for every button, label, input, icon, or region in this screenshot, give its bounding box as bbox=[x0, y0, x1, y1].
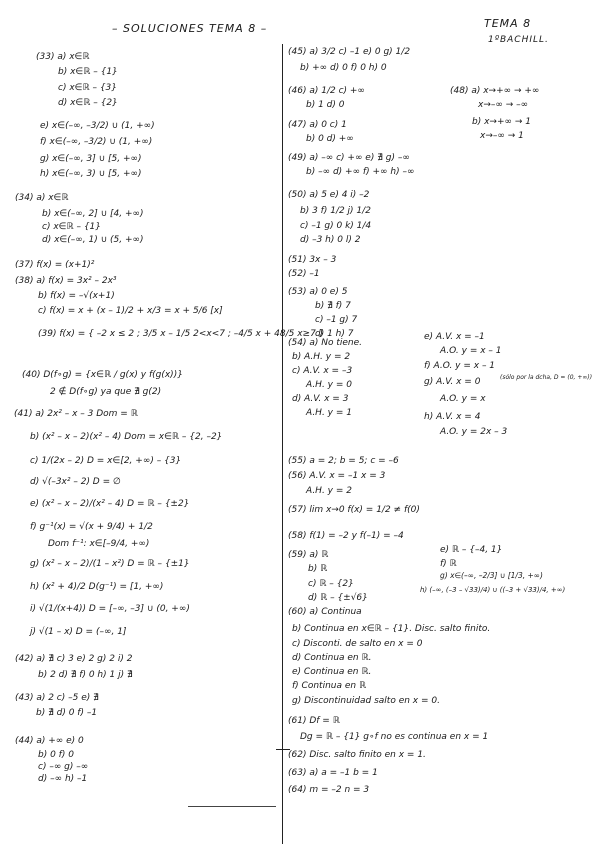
answer-line: b) x∈(–∞, 2] ∪ [4, +∞) bbox=[42, 209, 144, 219]
answer-line: (62) Disc. salto finito en x = 1. bbox=[288, 750, 426, 760]
answer-line: x→–∞ → –∞ bbox=[478, 100, 529, 110]
answer-line: (64) m = –2 n = 3 bbox=[288, 785, 370, 795]
answer-line: A.H. y = 0 bbox=[306, 380, 352, 390]
answer-line: b) 2 d) ∄ f) 0 h) 1 j) ∄ bbox=[38, 670, 133, 680]
answer-line: b) Continua en x∈ℝ – {1}. Disc. salto finito. bbox=[292, 624, 491, 634]
answer-line: b) (x² – x – 2)(x² – 4) Dom = x∈ℝ – {2, –2} bbox=[30, 432, 223, 442]
answer-line: A.O. y = x – 1 bbox=[440, 346, 502, 356]
answer-line: c) ℝ – {2} bbox=[308, 579, 354, 589]
answer-line: d) 1 h) 7 bbox=[315, 329, 354, 339]
answer-line: b) 3 f) 1/2 j) 1/2 bbox=[300, 206, 371, 216]
column-divider bbox=[282, 44, 283, 844]
answer-line: h) (x² + 4)/2 D(g⁻¹) = [1, +∞) bbox=[30, 582, 164, 592]
answer-line: b) 1 d) 0 bbox=[306, 100, 345, 110]
answer-line: Dg = ℝ – {1} g∘f no es continua en x = 1 bbox=[300, 732, 489, 742]
answer-line: d) –3 h) 0 l) 2 bbox=[300, 235, 361, 245]
answer-line: (56) A.V. x = –1 x = 3 bbox=[288, 471, 386, 481]
answer-line: A.O. y = x bbox=[440, 394, 486, 404]
answer-line: (53) a) 0 e) 5 bbox=[288, 287, 348, 297]
answer-line: b) ∄ f) 7 bbox=[315, 301, 351, 311]
answer-line: A.O. y = 2x – 3 bbox=[440, 427, 508, 437]
course-label: 1ºBACHILL. bbox=[488, 35, 549, 45]
answer-line: (48) a) x→+∞ → +∞ bbox=[450, 86, 540, 96]
answer-line: (45) a) 3/2 c) –1 e) 0 g) 1/2 bbox=[288, 47, 411, 57]
answer-line: g) (x² – x – 2)/(1 – x²) D = ℝ – {±1} bbox=[30, 559, 190, 569]
answer-line: (40) D(f∘g) = {x∈ℝ / g(x) y f(g(x))} bbox=[22, 370, 183, 380]
answer-line: (61) Df = ℝ bbox=[288, 716, 340, 726]
answer-line: (50) a) 5 e) 4 i) –2 bbox=[288, 190, 370, 200]
answer-line: c) –1 g) 0 k) 1/4 bbox=[300, 221, 372, 231]
answer-line: b) x∈ℝ – {1} bbox=[58, 67, 118, 77]
answer-line: d) –∞ h) –1 bbox=[38, 774, 88, 784]
answer-line: A.H. y = 2 bbox=[306, 486, 352, 496]
answer-line: (47) a) 0 c) 1 bbox=[288, 120, 347, 130]
answer-line: g) A.V. x = 0 bbox=[424, 377, 481, 387]
answer-line: (44) a) +∞ e) 0 bbox=[15, 736, 84, 746]
answer-line: f) A.O. y = x – 1 bbox=[424, 361, 496, 371]
answer-line: e) x∈(–∞, –3/2) ∪ (1, +∞) bbox=[40, 121, 155, 131]
answer-line: f) x∈(–∞, –3/2) ∪ (1, +∞) bbox=[40, 137, 153, 147]
answer-line: A.H. y = 1 bbox=[306, 408, 352, 418]
answer-line: c) –∞ g) –∞ bbox=[38, 762, 89, 772]
answer-line: 2 ∉ D(f∘g) ya que ∄ g(2) bbox=[50, 387, 162, 397]
answer-line: h) A.V. x = 4 bbox=[424, 412, 481, 422]
answer-line: c) 1/(2x – 2) D = x∈[2, +∞) – {3} bbox=[30, 456, 182, 466]
answer-line: (58) f(1) = –2 y f(–1) = –4 bbox=[288, 531, 404, 541]
answer-line: b) +∞ d) 0 f) 0 h) 0 bbox=[300, 63, 387, 73]
answer-line: e) Continua en ℝ. bbox=[292, 667, 372, 677]
answer-line: (49) a) –∞ c) +∞ e) ∄ g) –∞ bbox=[288, 153, 410, 163]
answer-line: b) ℝ bbox=[308, 564, 328, 574]
topic-label: TEMA 8 bbox=[484, 17, 532, 30]
answer-line: g) x∈(–∞, 3] ∪ [5, +∞) bbox=[40, 154, 142, 164]
answer-line: e) (x² – x – 2)/(x² – 4) D = ℝ – {±2} bbox=[30, 499, 190, 509]
answer-line: (52) –1 bbox=[288, 269, 320, 279]
answer-line: b) 0 f) 0 bbox=[38, 750, 74, 760]
answer-line: d) ℝ – {±√6} bbox=[308, 593, 368, 603]
answer-line: g) x∈(–∞, –2/3] ∪ [1/3, +∞) bbox=[440, 571, 543, 580]
answer-line: (42) a) ∄ c) 3 e) 2 g) 2 i) 2 bbox=[15, 654, 133, 664]
answer-line: d) A.V. x = 3 bbox=[292, 394, 349, 404]
answer-line: c) A.V. x = –3 bbox=[292, 366, 353, 376]
answer-line: b) –∞ d) +∞ f) +∞ h) –∞ bbox=[306, 167, 415, 177]
answer-line: d) Continua en ℝ. bbox=[292, 653, 372, 663]
answer-line: g) Discontinuidad salto en x = 0. bbox=[292, 696, 440, 706]
page-title: – SOLUCIONES TEMA 8 – bbox=[112, 22, 268, 35]
answer-line: (39) f(x) = { –2 x ≤ 2 ; 3/5 x – 1/5 2<x<7 ; –4/5 x + 48/5 x≥7 } bbox=[38, 329, 325, 339]
answer-line: d) x∈ℝ – {2} bbox=[58, 98, 118, 108]
answer-note: (sólo por la dcha, D = (0, +∞)) bbox=[500, 374, 593, 381]
answer-line: h) x∈(–∞, 3) ∪ [5, +∞) bbox=[40, 169, 142, 179]
answer-line: (46) a) 1/2 c) +∞ bbox=[288, 86, 365, 96]
answer-line: f) ℝ bbox=[440, 559, 457, 569]
answer-line: b) A.H. y = 2 bbox=[292, 352, 351, 362]
strike-mark bbox=[188, 806, 276, 807]
answer-line: j) √(1 – x) D = (–∞, 1] bbox=[30, 627, 127, 637]
answer-line: b) 0 d) +∞ bbox=[306, 134, 354, 144]
answer-line: (59) a) ℝ bbox=[288, 550, 329, 560]
answer-line: c) x∈ℝ – {1} bbox=[42, 222, 102, 232]
answer-line: c) f(x) = x + (x – 1)/2 + x/3 = x + 5/6 [x] bbox=[38, 306, 223, 316]
answer-line: i) √(1/(x+4)) D = [–∞, –3] ∪ (0, +∞) bbox=[30, 604, 190, 614]
answer-line: (51) 3x – 3 bbox=[288, 255, 337, 265]
answer-line: f) Continua en ℝ bbox=[292, 681, 367, 691]
answer-line: c) –1 g) 7 bbox=[315, 315, 358, 325]
answer-line: Dom f⁻¹: x∈[–9/4, +∞) bbox=[48, 539, 150, 549]
answer-line: (43) a) 2 c) –5 e) ∄ bbox=[15, 693, 99, 703]
answer-line: b) f(x) = –√(x+1) bbox=[38, 291, 115, 301]
answer-line: b) ∄ d) 0 f) –1 bbox=[36, 708, 98, 718]
answer-line: f) g⁻¹(x) = √(x + 9/4) + 1/2 bbox=[30, 522, 153, 532]
answer-line: (33) a) x∈ℝ bbox=[36, 52, 90, 62]
answer-line: c) Disconti. de salto en x = 0 bbox=[292, 639, 423, 649]
answer-line: (54) a) No tiene. bbox=[288, 338, 362, 348]
answer-line: (38) a) f(x) = 3x² – 2x³ bbox=[15, 276, 117, 286]
answer-line: (55) a = 2; b = 5; c = –6 bbox=[288, 456, 399, 466]
answer-line: e) ℝ – {–4, 1} bbox=[440, 545, 503, 555]
answer-line: d) √(–3x² – 2) D = ∅ bbox=[30, 477, 121, 487]
answer-line: e) A.V. x = –1 bbox=[424, 332, 485, 342]
answer-line: (34) a) x∈ℝ bbox=[15, 193, 69, 203]
answer-line: b) x→+∞ → 1 bbox=[472, 117, 531, 127]
answer-line: h) (–∞, (–3 – √33)/4) ∪ ((–3 + √33)/4, +∞) bbox=[420, 586, 566, 594]
answer-line: (63) a) a = –1 b = 1 bbox=[288, 768, 378, 778]
answer-line: (37) f(x) = (x+1)² bbox=[15, 260, 95, 270]
answer-line: d) x∈(–∞, 1) ∪ (5, +∞) bbox=[42, 235, 144, 245]
answer-line: x→–∞ → 1 bbox=[480, 131, 524, 141]
answer-line: (57) lim x→0 f(x) = 1/2 ≠ f(0) bbox=[288, 505, 420, 515]
answer-line: (41) a) 2x² – x – 3 Dom = ℝ bbox=[14, 409, 138, 419]
answer-line: c) x∈ℝ – {3} bbox=[58, 83, 118, 93]
answer-line: (60) a) Continua bbox=[288, 607, 362, 617]
